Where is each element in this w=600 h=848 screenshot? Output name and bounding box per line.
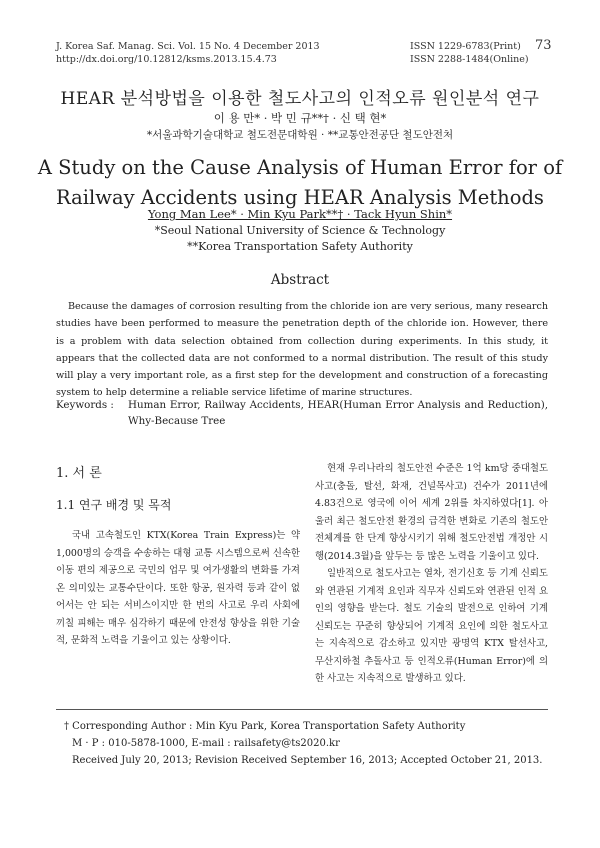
- running-header-right: [410, 40, 529, 66]
- footnote-corresponding-author: † Corresponding Author : Min Kyu Park, Korea Transportation Safety Authority: [64, 721, 466, 732]
- english-authors: [0, 207, 600, 221]
- abstract-text: Because the damages of corrosion resulting from the chloride ion are very serious, many research studies have been performed to measure the penetration depth of the chloride ion. However, there is a problem with data selection obtained from collection during experiments. In this study, it appears that the collected data are not conformed to a normal distribution. The result of this study will play a very important role, as a first step for the development and construction of a forecasting system to help determine a reliable service lifetime of marine structures.: [56, 301, 548, 399]
- english-title-line2: Railway Accidents using HEAR Analysis Methods: [56, 186, 544, 209]
- korean-affiliations: *서울과학기술대학교 철도전문대학원 · **교통안전공단 철도안전처: [146, 129, 454, 141]
- english-affiliation-2: **Korea Transportation Safety Authority: [187, 240, 413, 253]
- issn-print: ISSN 1229-6783(Print): [410, 41, 521, 52]
- english-title-line1: A Study on the Cause Analysis of Human Error for of: [37, 156, 563, 179]
- keywords-label: Keywords :: [56, 399, 114, 411]
- body-paragraph-right-2: 일반적으로 철도사고는 열차, 전기신호 등 기계 신뢰도와 연관된 기계적 요인과 직무자 신뢰도와 연관된 인적 요인의 영향을 받는다. 철도 기술의 발전으로 인하여 기계 신뢰도는 꾸준히 향상되어 기계적 요인에 의한 철도사고는 지속적으로 감소하고 있지만 광명역 KTX 탈선사고, 무산지하철 추돌사고 등 인적오류(Human Error)에 의한 사고는 지속적으로 발생하고 있다.: [315, 568, 548, 684]
- body-paragraph-left: 국내 고속철도인 KTX(Korea Train Express)는 약 1,000명의 승객을 수송하는 대형 교통 시스템으로써 신속한 이동 편의 제공으로 국민의 업무 및 여가생활의 변화를 가져온 의미있는 교통수단이다. 또한 항공, 원자력 등과 같이 없어서는 안 되는 서비스이지만 한 번의 사고로 우리 사회에 끼칠 피해는 매우 심각하기 때문에 안전성 향상을 위한 기술적, 문화적 노력을 기울이고 있는 상황이다.: [56, 530, 300, 646]
- abstract-heading: Abstract: [270, 272, 330, 288]
- page-number: 73: [535, 38, 552, 53]
- footnote-dates: Received July 20, 2013; Revision Received September 16, 2013; Accepted October 21, 2013.: [72, 755, 543, 766]
- keywords-list: Human Error, Railway Accidents, HEAR(Human Error Analysis and Reduction), Why-Because Tree: [128, 399, 548, 427]
- footnote-divider: [56, 709, 548, 710]
- keywords: [56, 397, 556, 429]
- body-paragraph-right-1: 현재 우리나라의 철도안전 수준은 1억 km당 중대철도사고(충돌, 탈선, 화재, 건널목사고) 건수가 2011년에 4.83건으로 영국에 이어 세계 2위를 차지하였다[1]. 아울러 최근 철도안전 환경의 급격한 변화로 기존의 철도안전체계를 한 단계 향상시키기 위해 철도안전법 개정안 시행(2014.3월)을 앞두는 등 많은 노력을 기울이고 있다.: [315, 463, 548, 562]
- korean-title: HEAR 분석방법을 이용한 철도사고의 인적오류 원인분석 연구: [60, 89, 540, 109]
- subsection-heading-background: 1.1 연구 배경 및 목적: [56, 498, 172, 512]
- english-affiliation-1: *Seoul National University of Science & Technology: [154, 224, 446, 237]
- korean-authors: 이 용 만* · 박 민 규**† · 신 택 현*: [213, 111, 387, 125]
- footnote-contact: M · P : 010-5878-1000, E-mail : railsafety@ts2020.kr: [72, 738, 340, 749]
- english-title: [0, 153, 600, 213]
- doi-link[interactable]: http://dx.doi.org/10.12812/ksms.2013.15.4.73: [56, 54, 277, 65]
- running-header-left: [56, 40, 320, 66]
- journal-citation: J. Korea Saf. Manag. Sci. Vol. 15 No. 4 December 2013: [56, 41, 320, 52]
- issn-online: ISSN 2288-1484(Online): [410, 54, 529, 65]
- english-authors-text: Yong Man Lee* · Min Kyu Park**† · Tack Hyun Shin*: [147, 207, 453, 221]
- section-heading-introduction: 1. 서 론: [56, 466, 102, 481]
